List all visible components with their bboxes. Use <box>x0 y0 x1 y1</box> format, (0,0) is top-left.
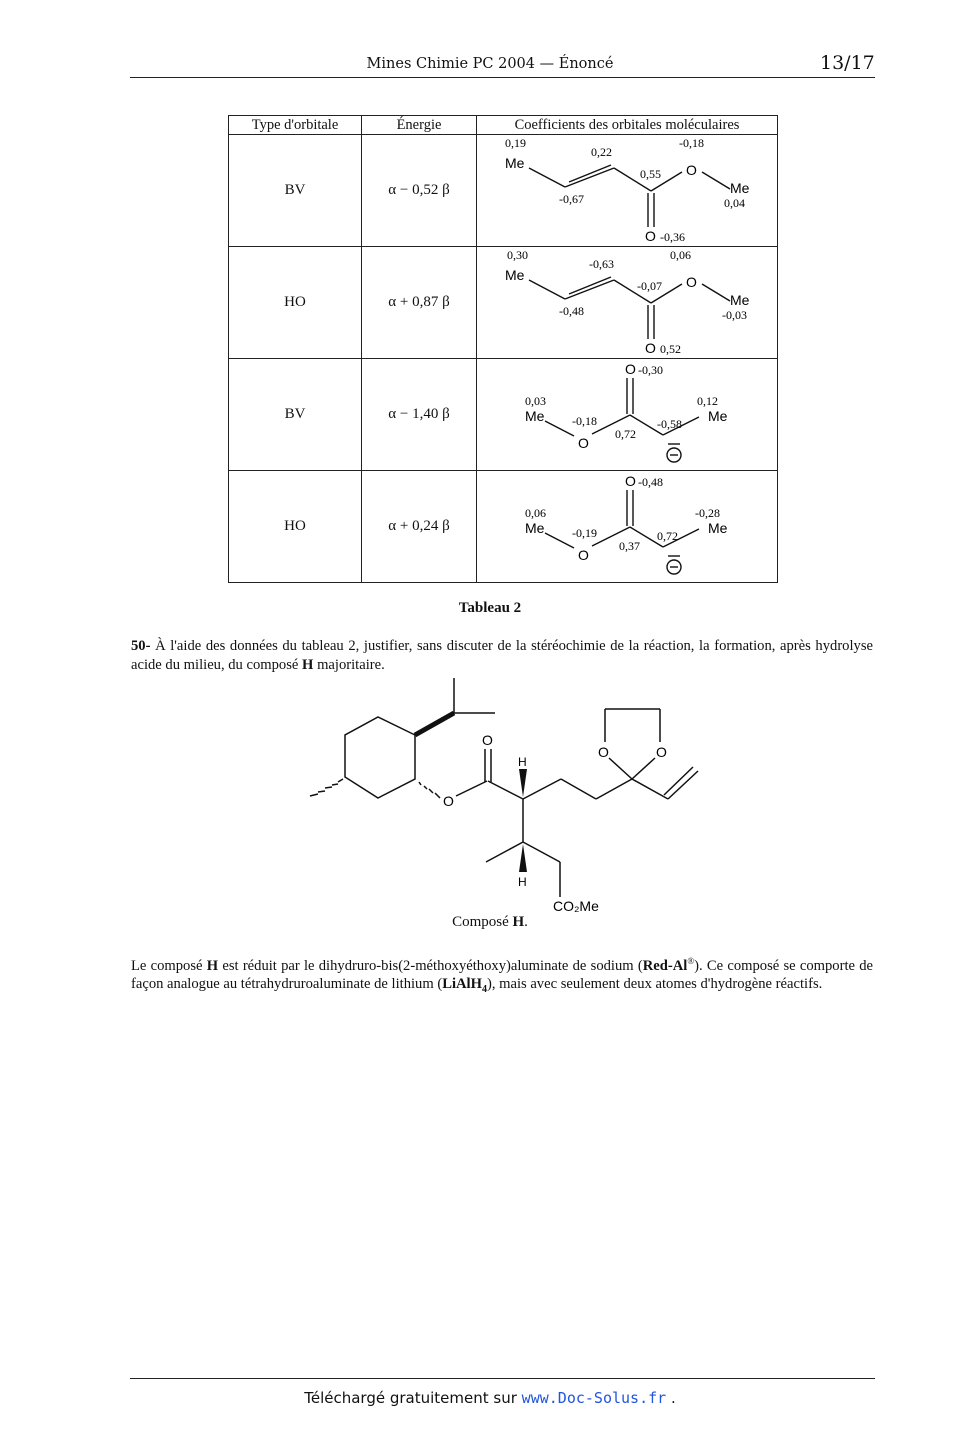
registered-mark: ® <box>687 956 695 966</box>
orbital-type: BV <box>229 359 362 471</box>
page-number: 13/17 <box>820 52 875 74</box>
paragraph-text: est réduit par le dihydruro-bis(2-méthoxyéthoxy)aluminate de sodium ( <box>222 957 643 974</box>
orbital-energy: α + 0,24 β <box>362 471 477 583</box>
coef-label: -0,67 <box>559 192 584 206</box>
methyl-label: Me <box>525 520 545 536</box>
coef-label: -0,30 <box>638 363 663 377</box>
footer <box>0 1389 980 1407</box>
question-tail: majoritaire. <box>317 656 385 673</box>
dioxolane-oxygen: O <box>598 744 609 760</box>
coef-label: 0,72 <box>657 529 678 543</box>
methyl-label: Me <box>505 267 525 283</box>
hydrogen-label: H <box>518 875 527 889</box>
methyl-label: Me <box>708 520 728 536</box>
oxygen-label: O <box>645 340 656 356</box>
methyl-label: Me <box>505 155 525 171</box>
methyl-label: Me <box>730 292 750 308</box>
footer-dot: . <box>670 1389 676 1407</box>
enolate-structure <box>477 471 777 582</box>
red-al-paragraph <box>131 952 873 1000</box>
reagent-formula: LiAlH$_4$ <box>442 976 487 996</box>
paragraph-text: Le composé <box>131 957 203 974</box>
compound-caption <box>0 914 980 931</box>
footer-text: Téléchargé gratuitement sur <box>304 1389 517 1407</box>
table-row <box>229 247 778 359</box>
coef-label: -0,07 <box>637 279 662 293</box>
oxygen-label: O <box>578 435 589 451</box>
compound-ref: H <box>302 656 314 673</box>
question-number: 50- <box>131 638 151 654</box>
reagent-name: Red-Al <box>642 957 688 974</box>
coef-label: 0,30 <box>507 248 528 262</box>
methyl-label: Me <box>525 408 545 424</box>
coefficient-cell <box>477 359 778 471</box>
column-header: Coefficients des orbitales moléculaires <box>477 116 778 135</box>
oxygen-label: O <box>645 228 656 244</box>
coef-label: 0,37 <box>619 539 640 553</box>
table-caption: Tableau 2 <box>458 600 522 616</box>
oxygen-label: O <box>625 361 636 377</box>
caption-text: Composé <box>452 914 509 930</box>
column-header: Énergie <box>362 116 477 135</box>
coef-label: 0,04 <box>724 196 745 210</box>
coef-label: 0,12 <box>697 394 718 408</box>
oxygen-label: O <box>686 162 697 178</box>
table-row <box>229 359 778 471</box>
crotonate-structure <box>477 135 777 246</box>
orbital-type: HO <box>229 247 362 359</box>
header-rule <box>130 77 875 78</box>
orbital-type: HO <box>229 471 362 583</box>
footer-rule <box>130 1378 875 1379</box>
coef-label: 0,06 <box>525 506 546 520</box>
crotonate-structure <box>477 247 777 358</box>
coef-label: -0,58 <box>657 417 682 431</box>
coefficient-cell <box>477 471 778 583</box>
table-row <box>229 135 778 247</box>
paragraph-text: ), mais avec seulement deux atomes d'hydrogène réactifs. <box>486 976 823 993</box>
coefficient-cell <box>477 135 778 247</box>
column-header: Type d'orbitale <box>229 116 362 135</box>
table-row <box>229 471 778 583</box>
coef-label: 0,52 <box>660 342 681 356</box>
coef-label: 0,55 <box>640 167 661 181</box>
coef-label: -0,48 <box>638 475 663 489</box>
methyl-label: Me <box>730 180 750 196</box>
coef-label: -0,63 <box>589 257 614 271</box>
oxygen-label: O <box>686 274 697 290</box>
coef-label: -0,19 <box>572 526 597 540</box>
paragraph-text: ). Ce composé se comporte de façon analogue au tétrahydruroaluminate de lithium ( <box>131 957 874 993</box>
coef-label: 0,19 <box>505 136 526 150</box>
coef-label: -0,18 <box>572 414 597 428</box>
coef-label: -0,03 <box>722 308 747 322</box>
carbonyl-oxygen: O <box>482 732 493 748</box>
coef-label: 0,22 <box>591 145 612 159</box>
methyl-ester-label: CO₂Me <box>553 898 599 912</box>
oxygen-label: O <box>625 473 636 489</box>
orbital-energy: α − 0,52 β <box>362 135 477 247</box>
compound-h-structure <box>290 672 720 912</box>
question-text: À l'aide des données du tableau 2, justifier, sans discuter de la stéréochimie de la réaction, la formation, après hydrolyse acide du milieu, du composé <box>131 638 873 673</box>
hydrogen-label: H <box>518 755 527 769</box>
table-header-row <box>229 116 778 135</box>
coef-label: -0,18 <box>679 136 704 150</box>
footer-link[interactable]: www.Doc-Solus.fr <box>521 1389 667 1407</box>
orbital-energy: α − 1,40 β <box>362 359 477 471</box>
coef-label: -0,48 <box>559 304 584 318</box>
question-50 <box>131 637 873 674</box>
coef-label: 0,03 <box>525 394 546 408</box>
caption-dot: . <box>524 914 528 930</box>
methyl-label: Me <box>708 408 728 424</box>
coef-label: 0,72 <box>615 427 636 441</box>
coef-label: -0,36 <box>660 230 685 244</box>
coef-label: 0,06 <box>670 248 691 262</box>
dioxolane-oxygen: O <box>656 744 667 760</box>
running-header: Mines Chimie PC 2004 — Énoncé <box>366 56 614 72</box>
compound-letter: H <box>512 914 525 930</box>
ester-oxygen: O <box>443 793 454 809</box>
coefficient-cell <box>477 247 778 359</box>
compound-ref: H <box>206 957 219 974</box>
enolate-structure <box>477 359 777 470</box>
orbital-type: BV <box>229 135 362 247</box>
oxygen-label: O <box>578 547 589 563</box>
orbital-energy: α + 0,87 β <box>362 247 477 359</box>
orbital-table <box>228 115 778 583</box>
coef-label: -0,28 <box>695 506 720 520</box>
